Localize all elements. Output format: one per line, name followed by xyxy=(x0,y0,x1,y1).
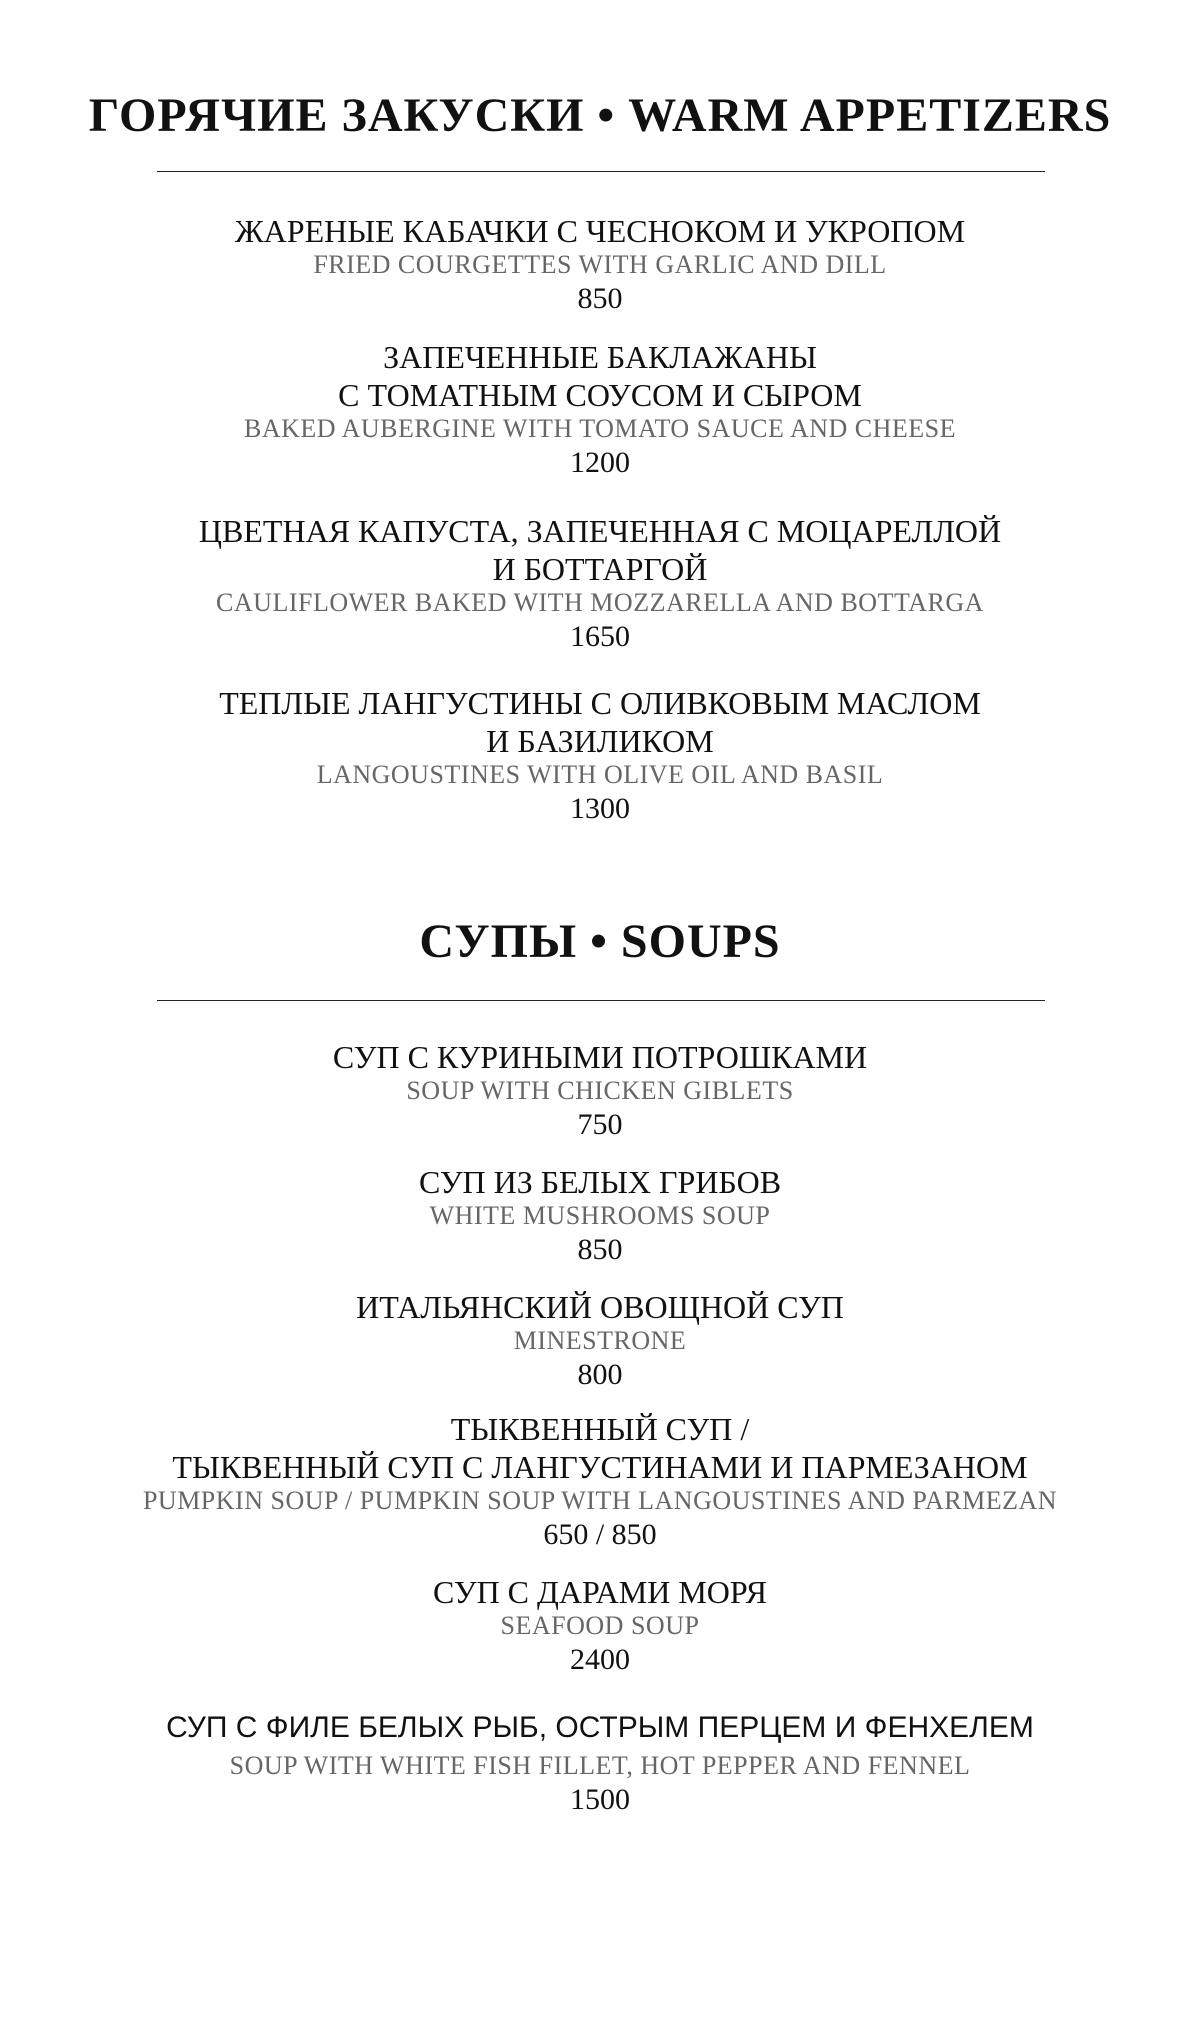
dish-price: 1500 xyxy=(570,1783,630,1816)
dish-price: 800 xyxy=(577,1358,623,1391)
dish-name-ru: ЖАРЕНЫЕ КАБАЧКИ С ЧЕСНОКОМ И УКРОПОМ xyxy=(234,213,966,249)
dish-name-ru: ТЫКВЕННЫЙ СУП / ТЫКВЕННЫЙ СУП С ЛАНГУСТИНАМИ И ПАРМЕЗАНОМ xyxy=(172,1411,1028,1485)
menu-item xyxy=(0,1573,1200,1679)
dish-price: 1650 xyxy=(570,620,630,653)
dish-price: 850 xyxy=(577,282,623,315)
dish-name-ru: СУП С ФИЛЕ БЕЛЫХ РЫБ, ОСТРЫМ ПЕРЦЕМ И ФЕНХЕЛЕМ xyxy=(166,1711,1034,1744)
dish-name-ru: СУП С КУРИНЫМИ ПОТРОШКАМИ xyxy=(332,1039,868,1075)
menu-item xyxy=(0,212,1200,318)
menu-item xyxy=(0,512,1200,656)
dish-name-en: MINESTRONE xyxy=(513,1326,687,1355)
menu-item xyxy=(0,1709,1200,1819)
menu-item xyxy=(0,1410,1200,1554)
dish-name-ru: ИТАЛЬЯНСКИЙ ОВОЩНОЙ СУП xyxy=(356,1289,844,1325)
dish-name-en: LANGOUSTINES WITH OLIVE OIL AND BASIL xyxy=(316,760,884,789)
section-warm-appetizers xyxy=(0,89,1200,142)
dish-name-en: SOUP WITH CHICKEN GIBLETS xyxy=(406,1076,794,1105)
dish-price: 1200 xyxy=(570,446,630,479)
dish-name-en: CAULIFLOWER BAKED WITH MOZZARELLA AND BOTTARGA xyxy=(216,588,984,617)
section-divider xyxy=(157,171,1045,172)
dish-price: 650 / 850 xyxy=(543,1518,657,1551)
dish-name-ru: ЦВЕТНАЯ КАПУСТА, ЗАПЕЧЕННАЯ С МОЦАРЕЛЛОЙ И БОТТАРГОЙ xyxy=(198,513,1002,587)
dish-name-ru: СУП С ДАРАМИ МОРЯ xyxy=(432,1574,768,1610)
dish-price: 2400 xyxy=(570,1643,630,1676)
dish-price: 850 xyxy=(577,1233,623,1266)
dish-name-ru: СУП ИЗ БЕЛЫХ ГРИБОВ xyxy=(418,1164,782,1200)
menu-item xyxy=(0,684,1200,828)
menu-item xyxy=(0,1288,1200,1394)
menu-item xyxy=(0,1163,1200,1269)
section-soups xyxy=(0,915,1200,968)
dish-price: 1300 xyxy=(570,792,630,825)
dish-name-en: PUMPKIN SOUP / PUMPKIN SOUP WITH LANGOUSTINES AND PARMEZAN xyxy=(142,1486,1058,1515)
dish-name-en: WHITE MUSHROOMS SOUP xyxy=(429,1201,771,1230)
section-title: ГОРЯЧИЕ ЗАКУСКИ • WARM APPETIZERS xyxy=(88,89,1112,142)
dish-name-en: SOUP WITH WHITE FISH FILLET, HOT PEPPER AND FENNEL xyxy=(229,1751,971,1780)
dish-name-en: FRIED COURGETTES WITH GARLIC AND DILL xyxy=(313,250,887,279)
dish-name-en: BAKED AUBERGINE WITH TOMATO SAUCE AND CHEESE xyxy=(244,414,956,443)
menu-item xyxy=(0,338,1200,482)
dish-name-ru: ТЕПЛЫЕ ЛАНГУСТИНЫ С ОЛИВКОВЫМ МАСЛОМ И БАЗИЛИКОМ xyxy=(219,685,981,759)
section-title: СУПЫ • SOUPS xyxy=(419,915,781,968)
dish-name-en: SEAFOOD SOUP xyxy=(500,1611,700,1640)
menu-item xyxy=(0,1038,1200,1144)
dish-name-ru: ЗАПЕЧЕННЫЕ БАКЛАЖАНЫ С ТОМАТНЫМ СОУСОМ И СЫРОМ xyxy=(338,339,862,413)
section-divider xyxy=(157,1000,1045,1001)
dish-price: 750 xyxy=(577,1108,623,1141)
